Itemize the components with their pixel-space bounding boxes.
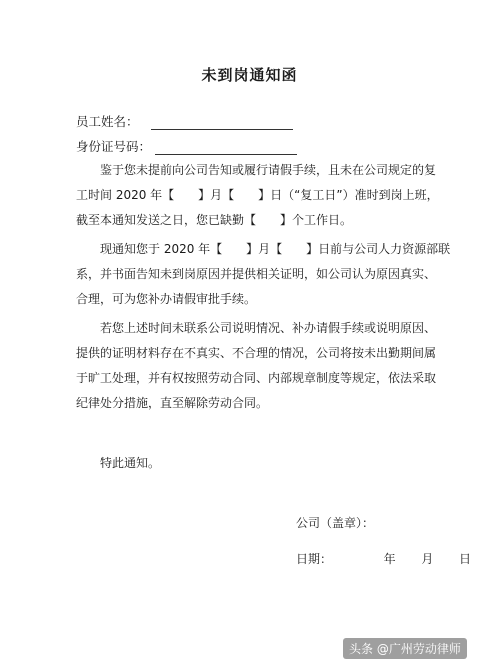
date-year: 年 bbox=[383, 552, 396, 566]
paragraph-line: 提供的证明材料存在不真实、不合理的情况，公司将按未出勤期间属 bbox=[76, 346, 437, 360]
signature-date bbox=[296, 550, 471, 567]
company-seal-label: 公司（盖章）： bbox=[296, 516, 375, 530]
paragraph-absence bbox=[76, 158, 439, 233]
employee-name-blank bbox=[151, 117, 293, 130]
source-watermark: 头条 @广州劳动律师 bbox=[343, 638, 467, 659]
date-day: 日 bbox=[459, 552, 472, 566]
date-month: 月 bbox=[421, 552, 434, 566]
paragraph-line: 工时间 2020 年【 】月【 】日（“复工日”）准时到岗上班， bbox=[76, 188, 439, 202]
paragraph-line: 现通知您于 2020 年【 】月【 】日前与公司人力资源部联 bbox=[100, 242, 451, 256]
id-number-field bbox=[76, 137, 297, 155]
paragraph-consequence bbox=[76, 316, 437, 416]
id-number-label: 身份证号码： bbox=[76, 139, 152, 154]
closing-text: 特此通知。 bbox=[100, 456, 161, 470]
paragraph-notice bbox=[76, 237, 451, 312]
employee-name-field bbox=[76, 112, 293, 130]
paragraph-line: 系，并书面告知未到岗原因并提供相关证明，如公司认为原因真实、 bbox=[76, 267, 437, 281]
paragraph-line: 纪律处分措施，直至解除劳动合同。 bbox=[76, 396, 269, 410]
id-number-blank bbox=[155, 142, 297, 155]
document-title: 未到岗通知函 bbox=[201, 66, 298, 84]
employee-name-label: 员工姓名： bbox=[76, 114, 139, 129]
paragraph-line: 若您上述时间未联系公司说明情况、补办请假手续或说明原因、 bbox=[100, 321, 437, 335]
paragraph-line: 于旷工处理，并有权按照劳动合同、内部规章制度等规定，依法采取 bbox=[76, 371, 437, 385]
paragraph-line: 鉴于您未提前向公司告知或履行请假手续，且未在公司规定的复 bbox=[100, 163, 437, 177]
date-label: 日期： bbox=[296, 552, 333, 566]
paragraph-line: 截至本通知发送之日，您已缺勤【 】个工作日。 bbox=[76, 213, 353, 227]
paragraph-line: 合理，可为您补办请假审批手续。 bbox=[76, 292, 257, 306]
closing-remark bbox=[76, 451, 434, 476]
